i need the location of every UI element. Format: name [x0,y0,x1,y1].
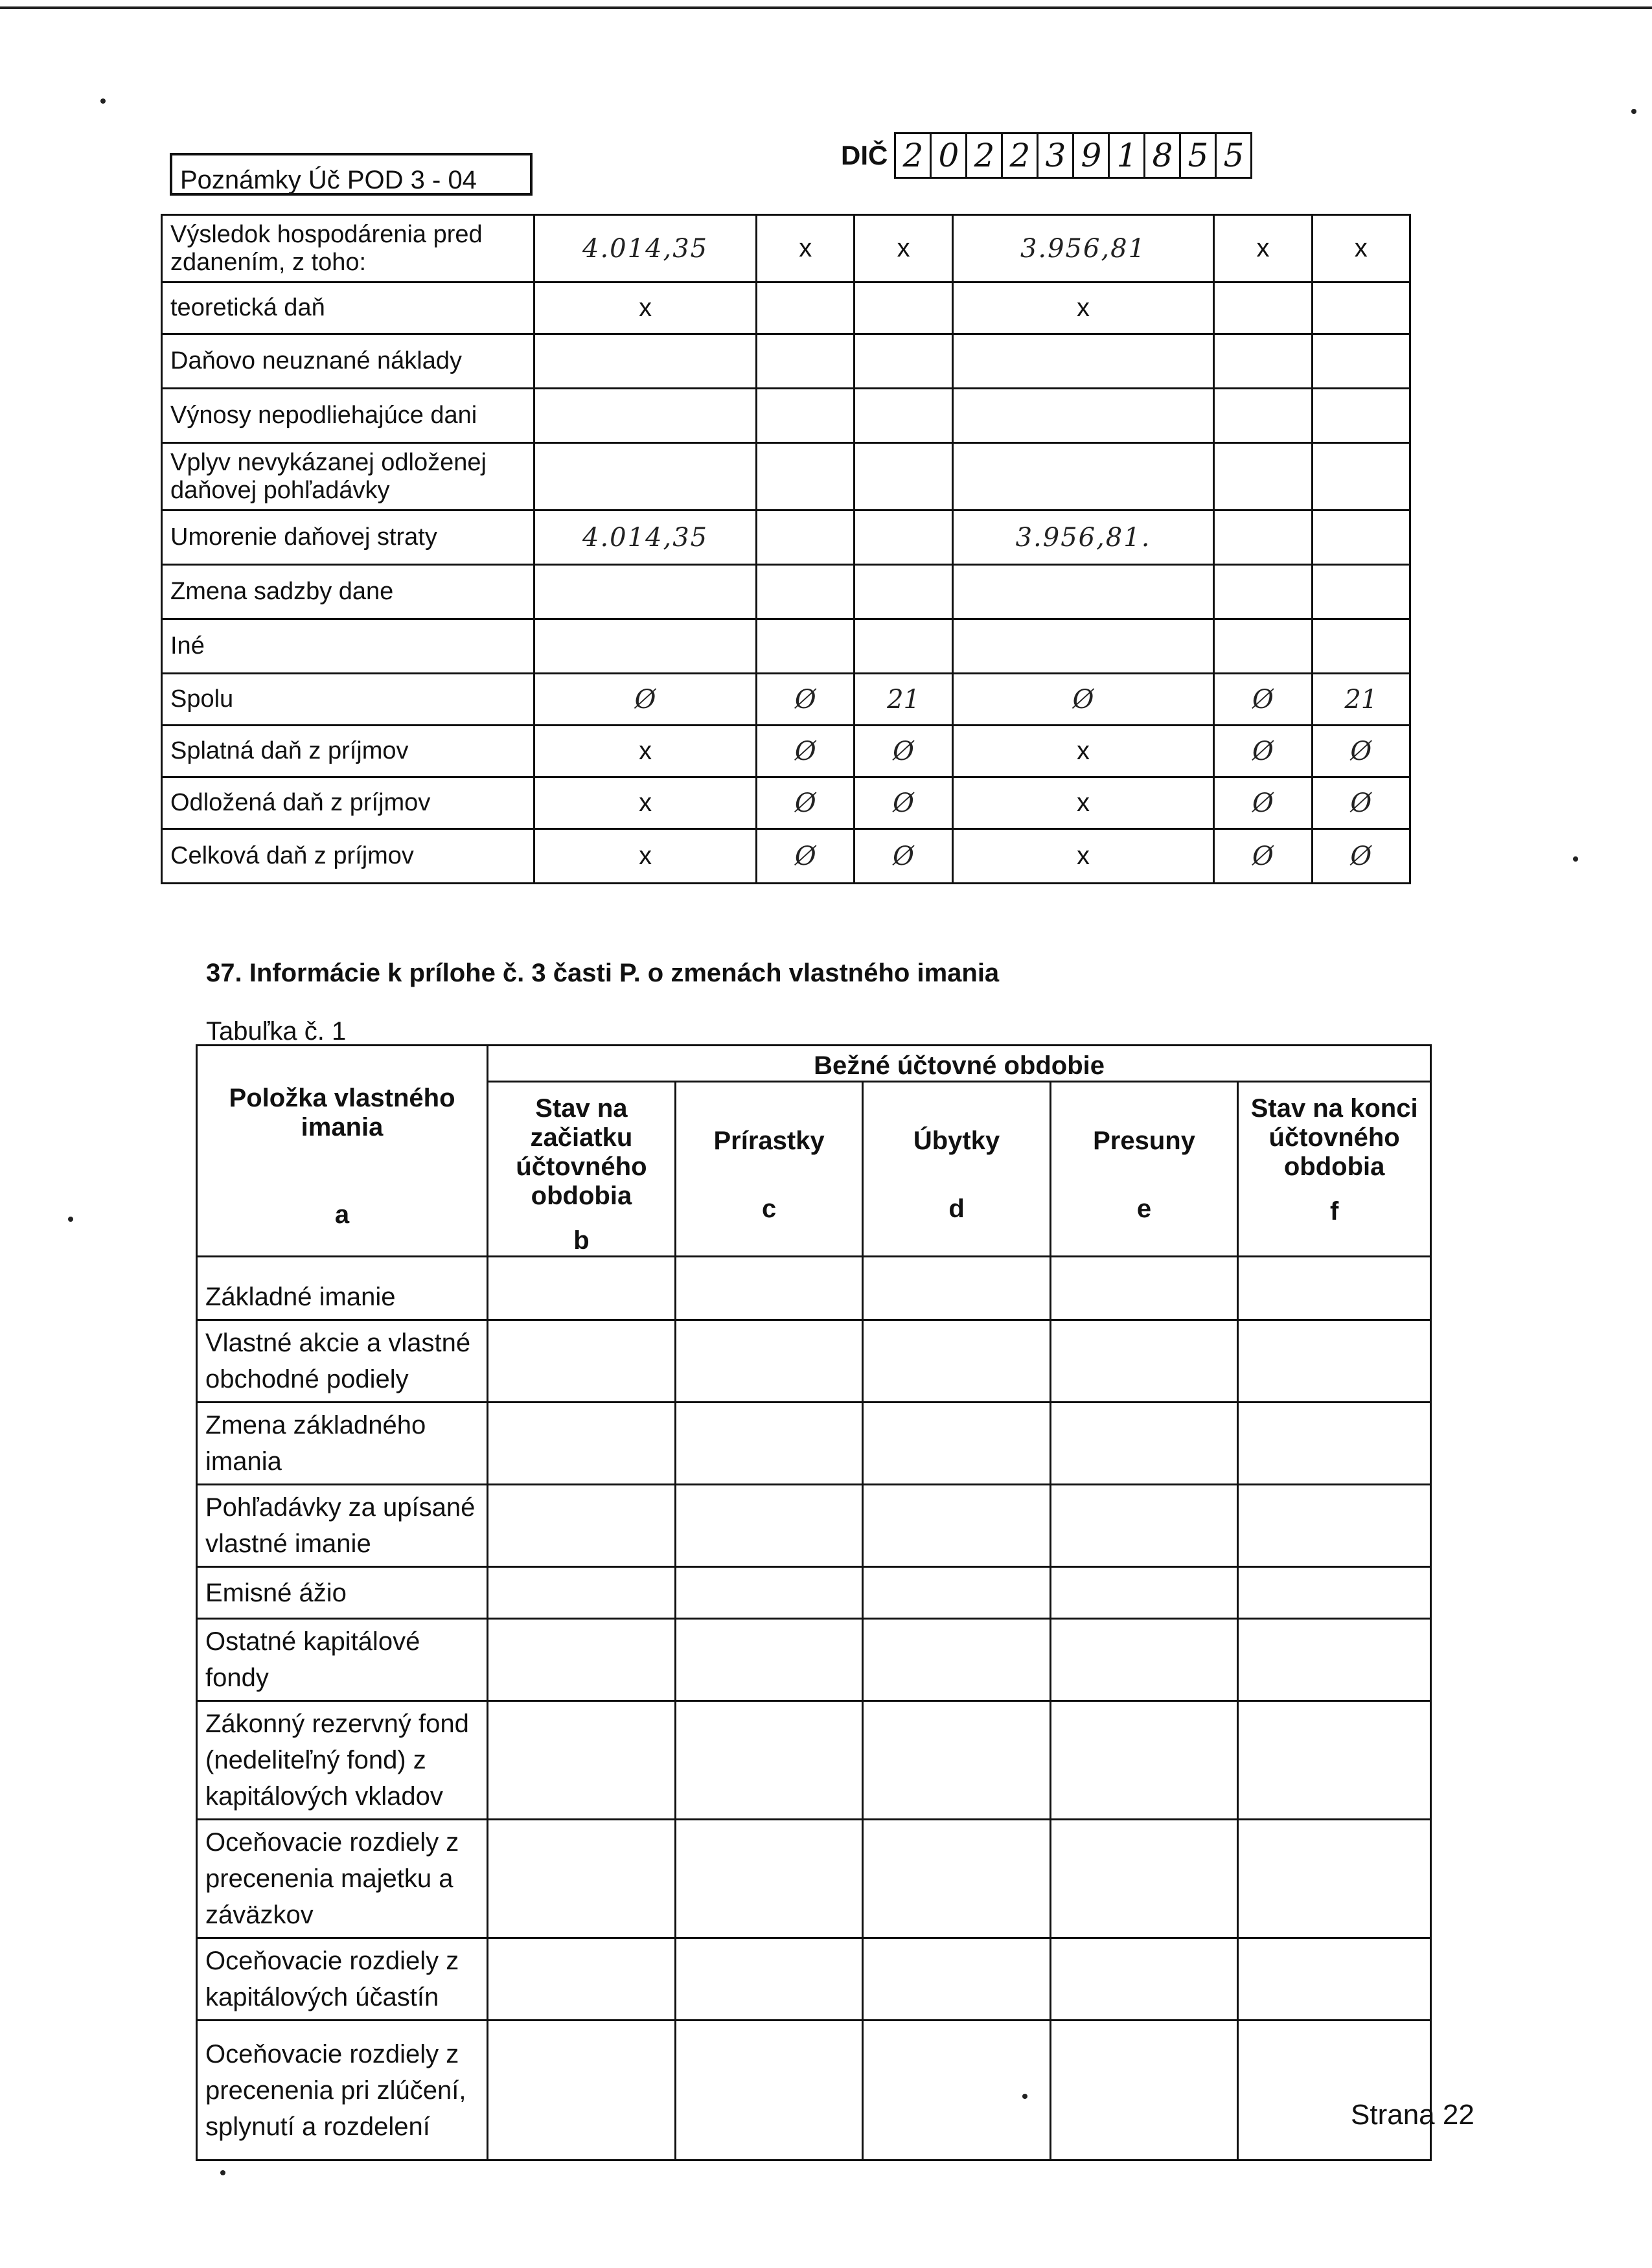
dic-digit: 1 [1110,134,1145,177]
row-label: Pohľadávky za upísané vlastné imanie [197,1485,488,1567]
column-letter: e [1136,1194,1152,1223]
cell [1050,1938,1238,2021]
handwritten-value: 4.014,35 [534,510,757,565]
cell [675,1485,863,1567]
section-title: 37. Informácie k prílohe č. 3 časti P. o zmenách vlastného imania [206,959,1000,987]
column-header [488,1082,676,1257]
handwritten-value: Ø [855,829,952,884]
cell [488,2021,676,2160]
page-number: Strana 22 [1351,2099,1474,2131]
cell [1214,282,1312,334]
cell [855,510,952,565]
cell: x [757,215,855,282]
table-row [197,1619,1431,1701]
cell [675,1403,863,1485]
table-row [162,215,1410,282]
cell [1312,282,1410,334]
table-caption: Tabuľka č. 1 [206,1017,347,1046]
cell [863,1403,1050,1485]
column-label: Úbytky [913,1126,1000,1155]
dic-digit-boxes [894,132,1252,179]
cell: x [534,777,757,829]
scan-speck [220,2170,225,2175]
table-row [162,777,1410,829]
row-label: Daňovo neuznané náklady [162,334,534,389]
handwritten-value: Ø [534,674,757,726]
column-letter: b [573,1226,590,1255]
table-row [162,510,1410,565]
period-header: Bežné účtovné obdobie [488,1046,1431,1082]
table-row [162,443,1410,510]
table-row [197,1257,1431,1320]
handwritten-value: 21 [855,674,952,726]
row-label: Spolu [162,674,534,726]
equity-changes-table [196,1044,1432,2161]
dic-field [841,130,1252,181]
handwritten-value: Ø [757,726,855,777]
handwritten-value: Ø [952,674,1214,726]
column-label: Položka vlastného imania [229,1084,455,1141]
column-letter: d [948,1194,965,1223]
table-row [162,619,1410,674]
cell: x [952,282,1214,334]
cell [488,1619,676,1701]
cell [1238,1320,1431,1403]
cell [863,1820,1050,1938]
cell [675,1567,863,1619]
table-row [197,1403,1431,1485]
row-label: Oceňovacie rozdiely z precenenia pri zlúčení, splynutí a rozdelení [197,2021,488,2160]
dic-label: DIČ [841,140,888,170]
row-label: Výnosy nepodliehajúce dani [162,389,534,443]
cell [855,565,952,619]
column-letter: f [1329,1197,1339,1226]
cell [534,565,757,619]
row-label: Umorenie daňovej straty [162,510,534,565]
handwritten-value: 3.956,81. [952,510,1214,565]
cell [534,389,757,443]
row-label: Výsledok hospodárenia pred zdanením, z toho: [162,215,534,282]
cell [1312,443,1410,510]
cell [855,282,952,334]
cell [1214,619,1312,674]
cell: x [534,726,757,777]
table-row [197,1701,1431,1820]
form-title-box: Poznámky Úč POD 3 - 04 [170,153,533,196]
cell [488,1820,676,1938]
table-row [162,726,1410,777]
table-row [162,674,1410,726]
cell [488,1567,676,1619]
cell: x [534,282,757,334]
row-label: Ostatné kapitálové fondy [197,1619,488,1701]
cell [488,1485,676,1567]
cell [855,334,952,389]
cell [534,334,757,389]
cell [1238,1485,1431,1567]
cell [1214,443,1312,510]
cell [1238,1403,1431,1485]
cell [534,443,757,510]
column-header [863,1082,1050,1257]
table-row [162,565,1410,619]
row-label: Vlastné akcie a vlastné obchodné podiely [197,1320,488,1403]
cell [757,282,855,334]
row-label: Zákonný rezervný fond (nedeliteľný fond) z kapitálových vkladov [197,1701,488,1820]
row-label: Odložená daň z príjmov [162,777,534,829]
cell [757,565,855,619]
table-row [162,389,1410,443]
cell [1050,1485,1238,1567]
cell: x [1312,215,1410,282]
cell [863,1320,1050,1403]
cell [1050,1257,1238,1320]
scan-speck [68,1217,73,1222]
row-label: Základné imanie [197,1257,488,1320]
cell [855,389,952,443]
handwritten-value: Ø [1214,829,1312,884]
table-row [197,1938,1431,2021]
cell: x [952,726,1214,777]
cell [488,1403,676,1485]
cell [1050,1320,1238,1403]
column-header [1050,1082,1238,1257]
row-label: Zmena sadzby dane [162,565,534,619]
table-row [162,282,1410,334]
cell [675,1619,863,1701]
scan-speck [1573,856,1578,862]
cell [855,443,952,510]
cell [1214,389,1312,443]
cell [863,1257,1050,1320]
cell [863,1701,1050,1820]
row-label: Emisné ážio [197,1567,488,1619]
table-row [162,334,1410,389]
cell [675,1938,863,2021]
column-header [197,1046,488,1257]
scan-speck [1631,109,1636,114]
cell [534,619,757,674]
cell [863,1485,1050,1567]
cell [1238,1567,1431,1619]
cell: x [534,829,757,884]
cell [863,1619,1050,1701]
table-row [197,1320,1431,1403]
header-row [197,1046,1431,1082]
cell: x [952,777,1214,829]
cell [675,1257,863,1320]
handwritten-value: Ø [1214,777,1312,829]
column-label: Stav na konci účtovného obdobia [1250,1094,1418,1181]
handwritten-value: 21 [1312,674,1410,726]
scan-speck [100,98,106,104]
row-label: teoretická daň [162,282,534,334]
cell [1050,1619,1238,1701]
cell [1312,565,1410,619]
cell [1214,565,1312,619]
cell [1050,1701,1238,1820]
cell: x [1214,215,1312,282]
cell [488,1701,676,1820]
cell [1238,1701,1431,1820]
cell [863,2021,1050,2160]
cell [952,389,1214,443]
cell [675,1820,863,1938]
row-label: Oceňovacie rozdiely z precenenia majetku a záväzkov [197,1820,488,1938]
cell [675,1701,863,1820]
handwritten-value: Ø [855,777,952,829]
cell [1214,334,1312,389]
dic-digit: 5 [1181,134,1217,177]
handwritten-value: Ø [1312,777,1410,829]
dic-digit: 8 [1145,134,1181,177]
cell [1214,510,1312,565]
scan-top-edge [0,0,1652,9]
column-letter: c [761,1194,777,1223]
handwritten-value: Ø [757,829,855,884]
cell [855,619,952,674]
row-label: Zmena základného imania [197,1403,488,1485]
cell [863,1938,1050,2021]
column-label: Prírastky [713,1126,825,1155]
cell [488,1938,676,2021]
row-label: Iné [162,619,534,674]
scan-speck [1022,2094,1027,2099]
handwritten-value: 3.956,81 [952,215,1214,282]
dic-digit: 2 [896,134,932,177]
column-header [675,1082,863,1257]
row-label: Vplyv nevykázanej odloženej daňovej pohľadávky [162,443,534,510]
column-header [1238,1082,1431,1257]
cell [757,389,855,443]
cell [757,334,855,389]
row-label: Celková daň z príjmov [162,829,534,884]
table-row [162,829,1410,884]
cell [757,619,855,674]
cell [675,1320,863,1403]
cell [1050,1820,1238,1938]
handwritten-value: 4.014,35 [534,215,757,282]
cell [675,2021,863,2160]
dic-digit: 3 [1038,134,1074,177]
row-label: Splatná daň z príjmov [162,726,534,777]
dic-digit: 5 [1223,137,1245,174]
handwritten-value: Ø [1312,726,1410,777]
row-label: Oceňovacie rozdiely z kapitálových účastín [197,1938,488,2021]
cell [952,565,1214,619]
cell [952,619,1214,674]
handwritten-value: Ø [855,726,952,777]
cell [863,1567,1050,1619]
dic-digit: 0 [932,134,967,177]
dic-digit: 2 [967,134,1003,177]
cell [1050,2021,1238,2160]
cell [757,443,855,510]
dic-digit: 9 [1074,134,1110,177]
column-label: Stav na začiatku účtovného obdobia [516,1094,647,1210]
cell: x [855,215,952,282]
table-row [197,1567,1431,1619]
cell [1050,1567,1238,1619]
column-label: Presuny [1093,1126,1195,1155]
dic-digit: 2 [1003,134,1038,177]
cell [488,1257,676,1320]
cell [1238,1938,1431,2021]
cell [1238,2021,1431,2160]
cell [1238,1257,1431,1320]
table-row [197,1820,1431,1938]
handwritten-value: Ø [757,777,855,829]
table-row [197,1485,1431,1567]
cell [1312,389,1410,443]
cell [952,443,1214,510]
cell [1312,510,1410,565]
income-tax-table [161,214,1411,884]
handwritten-value: Ø [1312,829,1410,884]
column-letter: a [334,1200,350,1229]
table-row [197,2021,1431,2160]
cell [1312,619,1410,674]
handwritten-value: Ø [1214,726,1312,777]
cell [1238,1619,1431,1701]
cell [488,1320,676,1403]
cell [1238,1820,1431,1938]
handwritten-value: Ø [1214,674,1312,726]
cell [952,334,1214,389]
cell [1312,334,1410,389]
cell: x [952,829,1214,884]
cell [757,510,855,565]
handwritten-value: Ø [757,674,855,726]
cell [1050,1403,1238,1485]
